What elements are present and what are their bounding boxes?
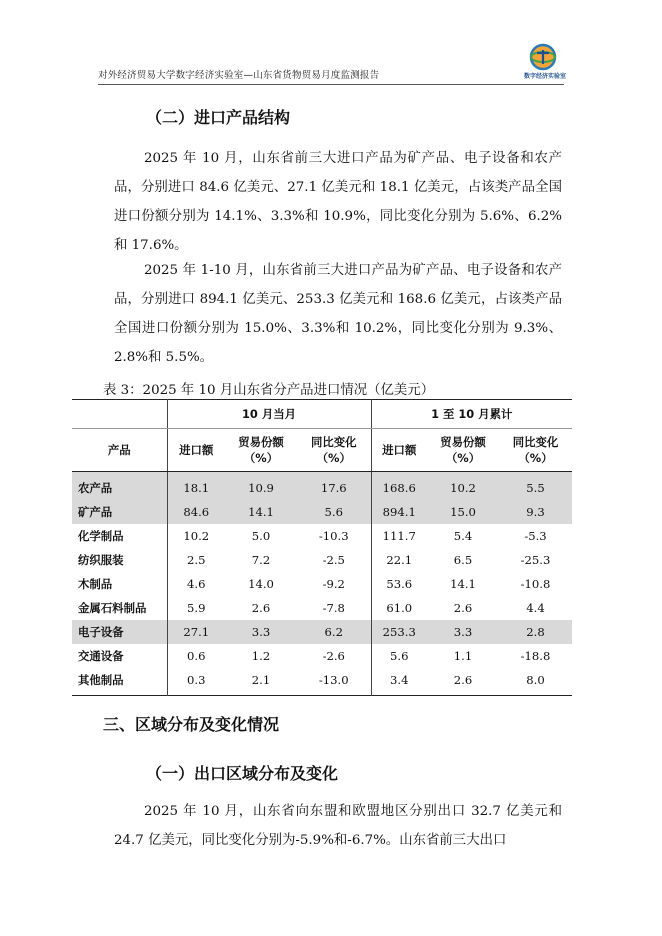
share-unit: （%） xyxy=(243,451,279,465)
table-row xyxy=(72,668,572,696)
table-body xyxy=(72,472,572,696)
cell-product-name: 其他制品 xyxy=(72,668,167,696)
col-header-cum-yoy xyxy=(499,429,572,472)
cell-c-import: 22.1 xyxy=(371,548,427,572)
cell-m-share: 7.2 xyxy=(251,553,271,567)
yoy-unit: （%） xyxy=(518,451,553,465)
table-row xyxy=(72,548,572,572)
cell-product-name: 农产品 xyxy=(72,472,167,501)
cell-m-yoy: 5.6 xyxy=(297,500,371,524)
share-unit: （%） xyxy=(445,451,481,465)
cell-m-share: 14.0 xyxy=(248,577,274,591)
cell-m-yoy: -7.8 xyxy=(322,601,345,615)
cell-m-yoy: -13.0 xyxy=(318,673,349,687)
cell-c-import: 61.0 xyxy=(371,596,427,620)
import-table xyxy=(72,399,572,696)
table-column-header xyxy=(72,429,572,472)
cell-m-yoy: 6.2 xyxy=(297,620,371,644)
table-group-header xyxy=(72,400,572,429)
cell-m-import: 2.5 xyxy=(187,553,206,567)
cell-m-yoy: -10.3 xyxy=(318,529,349,543)
cell-c-share: 14.1 xyxy=(450,577,476,591)
cell-m-share: 10.9 xyxy=(225,472,297,501)
cell-c-yoy: -25.3 xyxy=(520,553,551,567)
cell-c-import: 3.4 xyxy=(371,668,427,696)
cell-m-share: 2.1 xyxy=(251,673,271,687)
col-header-month-yoy xyxy=(297,429,371,472)
cell-m-share: 2.6 xyxy=(251,601,271,615)
table-row xyxy=(72,596,572,620)
cell-m-yoy: 17.6 xyxy=(297,472,371,501)
cell-c-import: 253.3 xyxy=(371,620,427,644)
cell-c-yoy: -10.8 xyxy=(520,577,551,591)
cell-product-name: 纺织服装 xyxy=(72,548,167,572)
subsection-heading-export-region: （一）出口区域分布及变化 xyxy=(146,764,339,783)
header-title: 对外经济贸易大学数字经济实验室—山东省货物贸易月度监测报告 xyxy=(98,70,380,81)
yoy-unit: （%） xyxy=(316,451,351,465)
group-header-cumulative: 1 至 10 月累计 xyxy=(371,400,572,429)
col-header-cum-share xyxy=(427,429,499,472)
cell-m-share: 14.1 xyxy=(225,500,297,524)
cell-c-import: 5.6 xyxy=(371,644,427,668)
cell-c-share: 3.3 xyxy=(427,620,499,644)
cell-c-yoy: 5.5 xyxy=(499,472,572,501)
table-row xyxy=(72,620,572,644)
cell-c-share: 15.0 xyxy=(427,500,499,524)
share-label: 贸易份额 xyxy=(238,435,284,449)
globe-icon xyxy=(528,42,558,72)
cell-c-share: 2.6 xyxy=(453,601,473,615)
table-row xyxy=(72,500,572,524)
share-label: 贸易份额 xyxy=(440,435,486,449)
table-row xyxy=(72,472,572,501)
group-header-blank xyxy=(72,400,167,429)
cell-m-import: 27.1 xyxy=(167,620,225,644)
col-header-product: 产品 xyxy=(72,429,167,472)
section-heading-import: （二）进口产品结构 xyxy=(146,108,291,127)
cell-m-import: 18.1 xyxy=(167,472,225,501)
paragraph-import-month: 2025 年 10 月，山东省前三大进口产品为矿产品、电子设备和农产品，分别进口 84.6 亿美元、27.1 亿美元和 18.1 亿美元，占该类产品全国进口份额分别为 14.1%、3.3%和 10.9%，同比变化分别为 5.6%、6.2%和 17.6%。 xyxy=(114,151,562,253)
cell-m-import: 0.6 xyxy=(187,649,206,663)
cell-c-import: 53.6 xyxy=(371,572,427,596)
table-row xyxy=(72,572,572,596)
col-header-cum-import: 进口额 xyxy=(371,429,427,472)
cell-m-import: 4.6 xyxy=(187,577,206,591)
cell-c-share: 10.2 xyxy=(427,472,499,501)
col-header-month-import: 进口额 xyxy=(167,429,225,472)
cell-product-name: 矿产品 xyxy=(72,500,167,524)
cell-c-yoy: 9.3 xyxy=(499,500,572,524)
cell-product-name: 电子设备 xyxy=(72,620,167,644)
cell-m-import: 10.2 xyxy=(183,529,210,543)
section-heading-region: 三、区域分布及变化情况 xyxy=(103,715,280,734)
cell-m-yoy: -2.5 xyxy=(322,553,345,567)
cell-m-share: 5.0 xyxy=(251,529,271,543)
cell-c-share: 5.4 xyxy=(453,529,473,543)
group-header-month: 10 月当月 xyxy=(167,400,371,429)
cell-c-yoy: -5.3 xyxy=(524,529,547,543)
cell-m-yoy: -2.6 xyxy=(322,649,345,663)
cell-m-yoy: -9.2 xyxy=(322,577,345,591)
cell-product-name: 金属石料制品 xyxy=(72,596,167,620)
cell-c-import: 168.6 xyxy=(371,472,427,501)
cell-product-name: 木制品 xyxy=(72,572,167,596)
cell-c-import: 894.1 xyxy=(371,500,427,524)
yoy-label: 同比变化 xyxy=(310,435,357,449)
table-row xyxy=(72,644,572,668)
cell-c-share: 2.6 xyxy=(453,673,473,687)
cell-c-share: 1.1 xyxy=(453,649,473,663)
table-row xyxy=(72,524,572,548)
cell-c-yoy: -18.8 xyxy=(520,649,551,663)
col-header-month-share xyxy=(225,429,297,472)
cell-c-import: 111.7 xyxy=(371,524,427,548)
cell-m-share: 3.3 xyxy=(225,620,297,644)
cell-product-name: 化学制品 xyxy=(72,524,167,548)
yoy-label: 同比变化 xyxy=(512,435,559,449)
cell-c-yoy: 8.0 xyxy=(526,673,545,687)
paragraph-import-cumulative: 2025 年 1-10 月，山东省前三大进口产品为矿产品、电子设备和农产品，分别进口 894.1 亿美元、253.3 亿美元和 168.6 亿美元，占该类产品全国进口份额分别为 15.0%、3.3%和 10.2%，同比变化分别为 9.3%、2.8%和 5.5%。 xyxy=(114,263,562,365)
cell-m-import: 84.6 xyxy=(167,500,225,524)
cell-m-share: 1.2 xyxy=(251,649,271,663)
lab-logo xyxy=(524,42,564,82)
logo-text: 数字经济实验室 xyxy=(523,73,566,80)
cell-c-yoy: 2.8 xyxy=(499,620,572,644)
cell-product-name: 交通设备 xyxy=(72,644,167,668)
cell-m-import: 5.9 xyxy=(187,601,206,615)
cell-c-share: 6.5 xyxy=(453,553,473,567)
cell-m-import: 0.3 xyxy=(187,673,206,687)
paragraph-export-region: 2025 年 10 月，山东省向东盟和欧盟地区分别出口 32.7 亿美元和 24.7 亿美元，同比变化分别为-5.9%和-6.7%。山东省前三大出口 xyxy=(114,804,562,848)
table-caption: 表 3：2025 年 10 月山东省分产品进口情况（亿美元） xyxy=(103,383,435,398)
cell-c-yoy: 4.4 xyxy=(526,601,545,615)
page-header xyxy=(98,56,564,85)
